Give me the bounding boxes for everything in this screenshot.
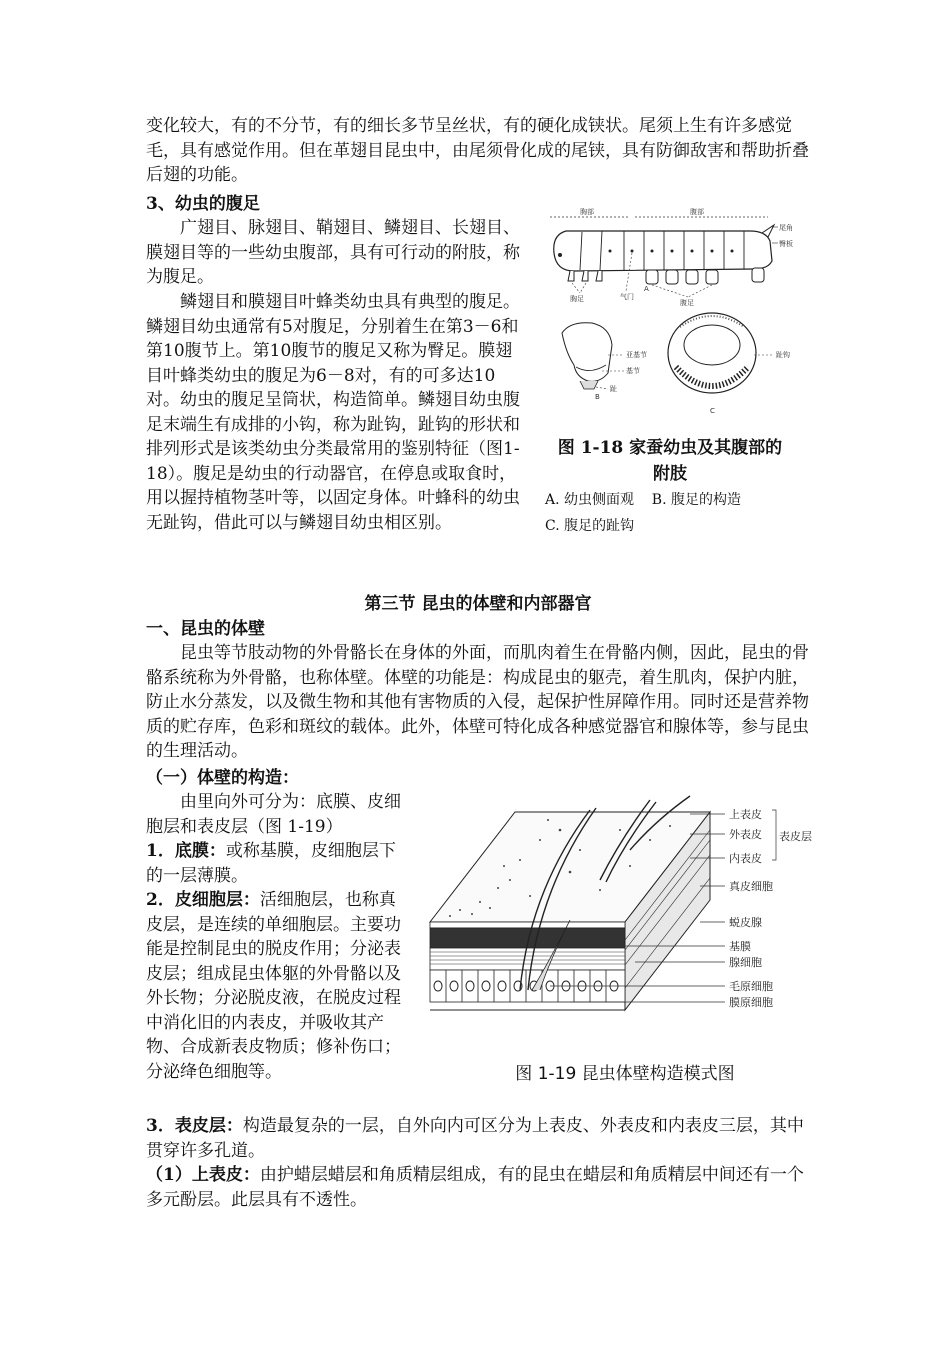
- label-anal-plate: 臀板: [779, 240, 793, 248]
- label-base: 基节: [626, 367, 640, 375]
- label-prolegs: 腹足: [680, 299, 694, 307]
- label-tail-horn: 尾角: [779, 224, 793, 232]
- label-molting-gland: 蜕皮腺: [729, 916, 762, 929]
- label-spiracle: 气门: [620, 293, 634, 301]
- figure-1-18: [540, 205, 793, 430]
- body-wall-diagram: [420, 790, 815, 1050]
- label-abdomen: 腹部: [690, 208, 704, 216]
- label-letter-c: C: [710, 407, 715, 415]
- label-gland-cell: 腺细胞: [729, 956, 762, 969]
- item-2-lead: 2．皮细胞层：: [146, 890, 260, 910]
- label-trichogen-cell: 毛原细胞: [729, 980, 773, 993]
- label-cuticle: 表皮层: [779, 830, 812, 843]
- section-title: 第三节 昆虫的体壁和内部器官: [364, 594, 592, 614]
- figure-1-18-title-line1: 图 1-18 家蚕幼虫及其腹部的: [557, 438, 783, 458]
- item-3-text: 构造最复杂的一层，自外向内可区分为上表皮、外表皮和内表皮三层，其中贯穿许多孔道。: [146, 1116, 804, 1161]
- silkworm-illustration: [540, 205, 793, 430]
- structure-left-column: [146, 790, 406, 1084]
- item-epidermis: [146, 888, 406, 1084]
- label-planta: 趾: [610, 385, 617, 393]
- item-3-1-lead: （1）上表皮：: [146, 1165, 260, 1185]
- label-thoracic-leg: 胸足: [570, 295, 584, 303]
- label-epicuticle: 上表皮: [729, 808, 762, 821]
- label-epidermis: 真皮细胞: [729, 880, 773, 893]
- label-thorax: 胸部: [580, 208, 594, 216]
- label-subbase: 亚基节: [626, 351, 647, 359]
- figure-1-19-caption: 图 1-19 昆虫体壁构造模式图: [515, 1064, 735, 1084]
- label-tormogen-cell: 膜原细胞: [729, 996, 773, 1009]
- label-letter-a: A: [644, 285, 649, 293]
- item-epicuticle: [146, 1163, 810, 1212]
- figure-1-19: [420, 790, 815, 1050]
- label-crochets: 趾钩: [776, 351, 790, 359]
- item-2-text: 活细胞层，也称真皮层，是连续的单细胞层。主要功能是控制昆虫的脱皮作用；分泌表皮层；组成昆虫体躯的外骨骼以及外长物；分泌脱皮液，在脱皮过程中消化旧的内表皮，并吸收其产物、合成新表皮物质；修补伤口；分泌绛色细胞等。: [146, 890, 401, 1082]
- item-3-lead: 3．表皮层：: [146, 1116, 243, 1136]
- structure-heading: （一）体壁的构造：: [146, 768, 299, 788]
- label-exocuticle: 外表皮: [729, 828, 762, 841]
- figure-1-18-legend-line1: A. 幼虫侧面观 B. 腹足的构造: [545, 492, 741, 508]
- structure-intro: 由里向外可分为：底膜、皮细胞层和表皮层（图 1-19）: [146, 792, 401, 837]
- figure-1-18-legend-line2: C. 腹足的趾钩: [545, 518, 635, 534]
- item-1-lead: 1．底膜：: [146, 841, 226, 861]
- figure-1-18-title-line2: 附肢: [653, 464, 687, 484]
- larva-paragraph-2: 鳞翅目和膜翅目叶蜂类幼虫具有典型的腹足。鳞翅目幼虫通常有5对腹足，分别着生在第3－6和第10腹节上。第10腹节的腹足又称为臀足。膜翅目叶蜂类幼虫的腹足为6－8对，有的可多达10对。幼虫的腹足呈筒状，构造简单。鳞翅目幼虫腹足末端生有成排的小钩，称为趾钩，趾钩的形状和排列形式是该类幼虫分类最常用的鉴别特征（图1-18）。腹足是幼虫的行动器官，在停息或取食时，用以握持植物茎叶等，以固定身体。叶蜂科的幼虫无趾钩，借此可以与鳞翅目幼虫相区别。: [146, 292, 520, 533]
- figure-1-18-legend: [545, 487, 805, 539]
- label-endocuticle: 内表皮: [729, 852, 762, 865]
- item-basement-membrane: [146, 839, 406, 888]
- figure-1-18-title: [540, 435, 800, 487]
- larva-prolegs-heading: 3、幼虫的腹足: [146, 194, 260, 214]
- body-wall-paragraph: 昆虫等节肢动物的外骨骼长在身体的外面，而肌肉着生在骨骼内侧，因此，昆虫的骨骼系统称为外骨骼，也称体壁。体壁的功能是：构成昆虫的躯壳，着生肌肉，保护内脏，防止水分蒸发，以及微生物和其他有害物质的入侵，起保护性屏障作用。同时还是营养物质的贮存库，色彩和斑纹的载体。此外，体壁可特化成各种感觉器官和腺体等，参与昆虫的生理活动。: [146, 643, 809, 761]
- body-wall-heading: 一、昆虫的体壁: [146, 619, 265, 639]
- larva-paragraph-1: 广翅目、脉翅目、鞘翅目、鳞翅目、长翅目、膜翅目等的一些幼虫腹部，具有可行动的附肢，称为腹足。: [146, 218, 520, 287]
- item-1-text: 或称基膜，皮细胞层下的一层薄膜。: [146, 841, 396, 886]
- continued-paragraph: 变化较大，有的不分节，有的细长多节呈丝状，有的硬化成铗状。尾须上生有许多感觉毛，具有感觉作用。但在革翅目昆虫中，由尾须骨化成的尾铗，具有防御敌害和帮助折叠后翅的功能。: [146, 116, 809, 185]
- item-3-1-text: 由护蜡层蜡层和角质精层组成，有的昆虫在蜡层和角质精层中间还有一个多元酚层。此层具有不透性。: [146, 1165, 804, 1210]
- item-cuticle: [146, 1114, 810, 1163]
- label-basement-membrane: 基膜: [729, 940, 751, 953]
- label-letter-b: B: [595, 393, 600, 401]
